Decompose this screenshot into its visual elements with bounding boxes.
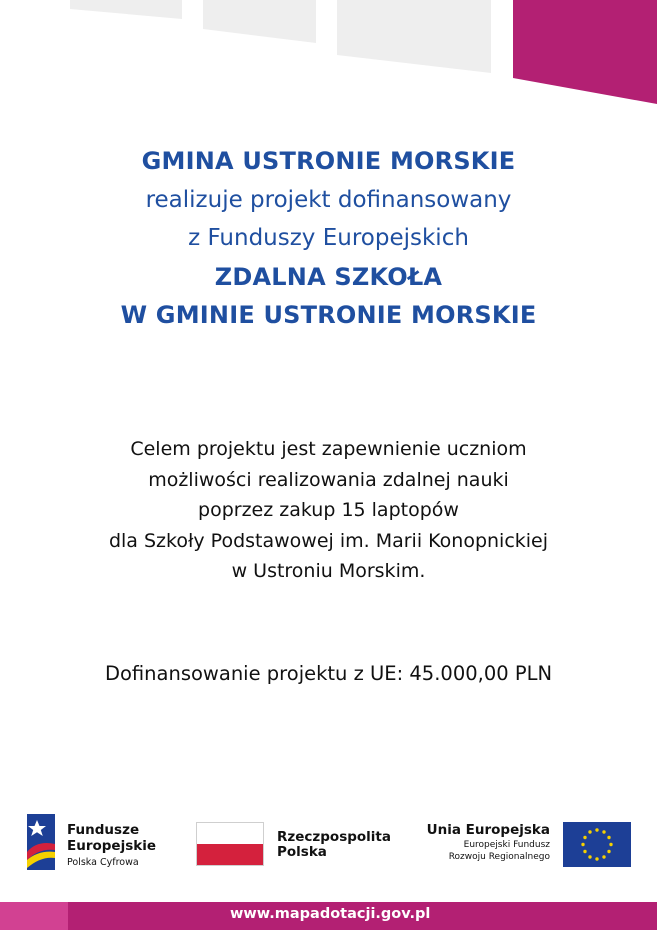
description-line: Celem projektu jest zapewnienie uczniom (130, 438, 527, 460)
description-line: poprzez zakup 15 laptopów (198, 499, 459, 521)
gray-tile-1 (70, 0, 182, 19)
description-line: dla Szkoły Podstawowej im. Marii Konopnickiej (108, 529, 549, 552)
fe-line-1: Fundusze (67, 822, 140, 838)
fundusze-europejskie-text (67, 822, 156, 871)
funding-amount: Dofinansowanie projektu z UE: 45.000,00 PLN (104, 662, 553, 685)
fundusze-europejskie-logo (23, 812, 59, 874)
rp-line-1: Rzeczpospolita (277, 829, 391, 845)
eu-fund-line-1: Europejski Fundusz (463, 840, 550, 850)
footer-accent (0, 902, 68, 930)
heading-project-location: W GMINIE USTRONIE MORSKIE (120, 301, 537, 329)
magenta-tile (513, 0, 657, 104)
heading-intro: realizuje projekt dofinansowany (145, 186, 512, 213)
fe-subtitle: Polska Cyfrowa (67, 857, 139, 868)
gray-tile-3 (337, 0, 491, 73)
description-line: w Ustroniu Morskim. (231, 560, 426, 582)
logo-bar (0, 812, 657, 874)
eu-fund-line-2: Rozwoju Regionalnego (448, 852, 550, 862)
heading-municipality: GMINA USTRONIE MORSKIE (141, 147, 516, 175)
footer-website-link[interactable]: www.mapadotacji.gov.pl (230, 906, 431, 922)
eu-text (427, 822, 550, 863)
gray-tile-2 (203, 0, 316, 43)
project-heading (0, 142, 657, 335)
heading-funds: z Funduszy Europejskich (188, 225, 469, 251)
eu-flag-icon (563, 822, 631, 867)
footer-bar (0, 902, 657, 930)
eu-title: Unia Europejska (426, 822, 550, 838)
top-decoration (0, 0, 657, 110)
heading-project-title: ZDALNA SZKOŁA (214, 262, 443, 291)
project-description (0, 434, 657, 587)
description-line: możliwości realizowania zdalnej nauki (148, 468, 509, 491)
polish-flag-icon (196, 822, 264, 866)
rp-line-2: Polska (277, 844, 327, 860)
fe-line-2: Europejskie (67, 838, 157, 854)
rzeczpospolita-text (277, 830, 391, 860)
